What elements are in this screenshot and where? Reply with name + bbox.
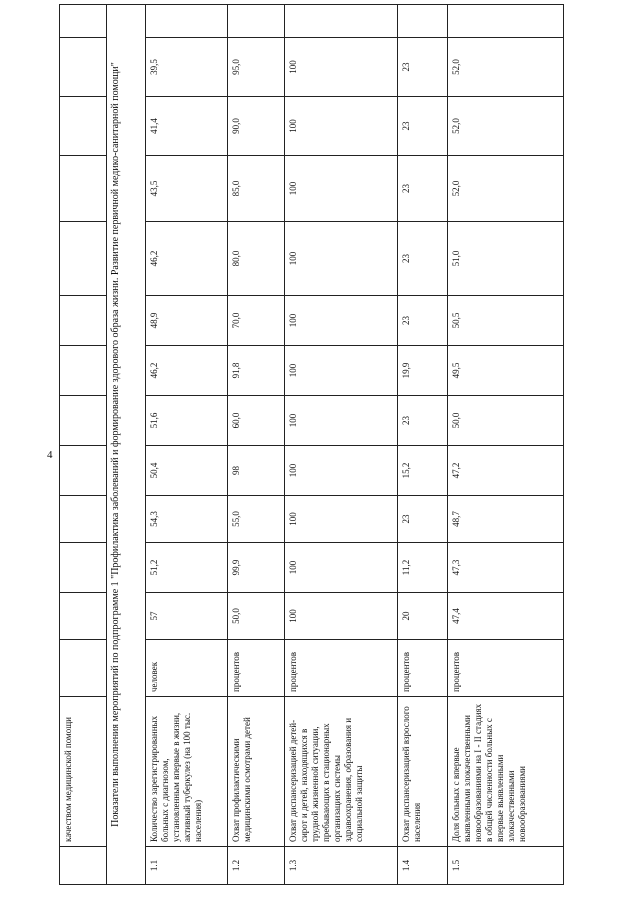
value-cell: 100: [285, 296, 398, 346]
value-cell: 52,0: [448, 97, 564, 156]
value-cell: 23: [398, 296, 448, 346]
value-cell: 100: [285, 446, 398, 496]
row-number: 1.5: [448, 847, 564, 885]
table-row: [398, 5, 448, 885]
value-cell: 52,0: [448, 38, 564, 97]
value-cell: 100: [285, 222, 398, 296]
indicators-table: [59, 4, 564, 885]
value-cell: 39,5: [146, 38, 228, 97]
header-empty-cell: [60, 593, 107, 640]
unit-cell: процентов: [285, 640, 398, 697]
value-cell: 23: [398, 156, 448, 222]
value-cell: 100: [285, 543, 398, 593]
value-cell: 100: [285, 396, 398, 446]
value-cell: 100: [285, 593, 398, 640]
header-empty-cell: [60, 97, 107, 156]
empty-cell: [398, 5, 448, 38]
value-cell: 50,0: [228, 593, 285, 640]
page-number: 4: [47, 449, 53, 461]
row-number: 1.3: [285, 847, 398, 885]
value-cell: 70,0: [228, 296, 285, 346]
unit-cell: процентов: [228, 640, 285, 697]
value-cell: 50,5: [448, 296, 564, 346]
empty-cell: [448, 5, 564, 38]
header-empty-cell: [60, 5, 107, 38]
value-cell: 60,0: [228, 396, 285, 446]
indicator-name: Количество зарегистрированных больных с диагнозом, установленным впервые в жизни, активный туберкулез (на 100 тыс. населения): [146, 697, 228, 847]
value-cell: 91,8: [228, 346, 285, 396]
unit-cell: человек: [146, 640, 228, 697]
unit-cell: процентов: [448, 640, 564, 697]
value-cell: 46,2: [146, 222, 228, 296]
header-empty-cell: [60, 346, 107, 396]
value-cell: 23: [398, 222, 448, 296]
value-cell: 57: [146, 593, 228, 640]
header-empty-cell: [60, 296, 107, 346]
empty-cell: [146, 5, 228, 38]
indicator-name: Охват диспансеризацией детей-сирот и детей, находящихся в трудной жизненной ситуации, пребывающих в стационарных организациях системы здравоохранения, образования и социальной защиты: [285, 697, 398, 847]
indicator-name: Охват диспансеризацией взрослого населения: [398, 697, 448, 847]
value-cell: 99,9: [228, 543, 285, 593]
header-empty-cell: [60, 156, 107, 222]
value-cell: 23: [398, 38, 448, 97]
header-row: [60, 5, 107, 885]
indicator-name: Доля больных с впервые выявленными злокачественными новообразованиями на I - II стадиях в общей численности больных с впервые выявленными злокачественными новообразованиями: [448, 697, 564, 847]
value-cell: 100: [285, 97, 398, 156]
row-number: 1.4: [398, 847, 448, 885]
value-cell: 41,4: [146, 97, 228, 156]
value-cell: 23: [398, 97, 448, 156]
value-cell: 48,7: [448, 496, 564, 543]
value-cell: 19,9: [398, 346, 448, 396]
value-cell: 23: [398, 496, 448, 543]
value-cell: 46,2: [146, 346, 228, 396]
value-cell: 47,3: [448, 543, 564, 593]
value-cell: 90,0: [228, 97, 285, 156]
table-row: [228, 5, 285, 885]
indicator-name: Охват профилактическими медицинскими осмотрами детей: [228, 697, 285, 847]
value-cell: 54,3: [146, 496, 228, 543]
header-empty-cell: [60, 640, 107, 697]
row-number: 1.1: [146, 847, 228, 885]
table-row: [146, 5, 228, 885]
header-empty-cell: [60, 496, 107, 543]
empty-cell: [228, 5, 285, 38]
row-number: 1.2: [228, 847, 285, 885]
value-cell: 48,9: [146, 296, 228, 346]
value-cell: 55,0: [228, 496, 285, 543]
value-cell: 100: [285, 346, 398, 396]
value-cell: 95,0: [228, 38, 285, 97]
section-title: Показатели выполнения мероприятий по подпрограмме 1 "Профилактика заболеваний и формирование здорового образа жизни. Развитие первичной медико-санитарной помощи": [107, 5, 146, 885]
value-cell: 43,5: [146, 156, 228, 222]
header-empty-cell: [60, 222, 107, 296]
header-empty-cell: [60, 446, 107, 496]
header-empty-cell: [60, 38, 107, 97]
value-cell: 50,4: [146, 446, 228, 496]
header-num-cell: [60, 847, 107, 885]
value-cell: 80,0: [228, 222, 285, 296]
unit-cell: процентов: [398, 640, 448, 697]
value-cell: 47,2: [448, 446, 564, 496]
value-cell: 51,2: [146, 543, 228, 593]
section-row: [107, 5, 146, 885]
value-cell: 20: [398, 593, 448, 640]
value-cell: 49,5: [448, 346, 564, 396]
empty-cell: [285, 5, 398, 38]
table-row: [285, 5, 398, 885]
value-cell: 52,0: [448, 156, 564, 222]
value-cell: 100: [285, 496, 398, 543]
value-cell: 11,2: [398, 543, 448, 593]
value-cell: 23: [398, 396, 448, 446]
value-cell: 47,4: [448, 593, 564, 640]
header-label-cell: качеством медицинской помощи: [60, 697, 107, 847]
table-row: [448, 5, 564, 885]
value-cell: 15,2: [398, 446, 448, 496]
value-cell: 51,6: [146, 396, 228, 446]
value-cell: 50,0: [448, 396, 564, 446]
rotated-table-block: [59, 55, 589, 885]
value-cell: 51,0: [448, 222, 564, 296]
value-cell: 100: [285, 156, 398, 222]
value-cell: 85,0: [228, 156, 285, 222]
header-empty-cell: [60, 396, 107, 446]
header-empty-cell: [60, 543, 107, 593]
value-cell: 98: [228, 446, 285, 496]
value-cell: 100: [285, 38, 398, 97]
